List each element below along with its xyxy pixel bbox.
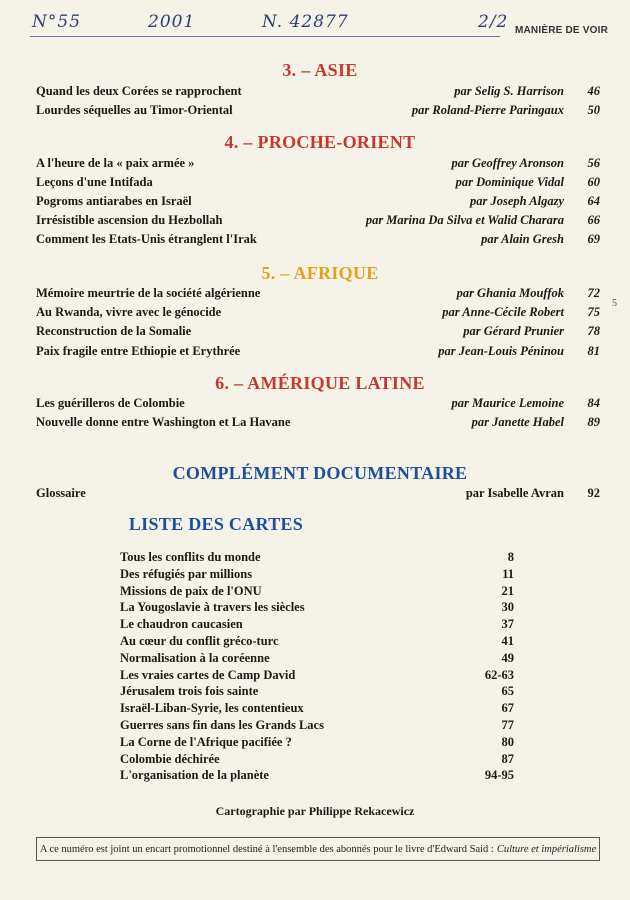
map-page: 11 — [502, 566, 514, 581]
entry-author: par Joseph Algazy — [470, 194, 564, 208]
map-title: Normalisation à la coréenne — [120, 650, 270, 665]
entry-author: par Dominique Vidal — [455, 175, 564, 189]
map-page: 80 — [501, 734, 514, 749]
map-item[interactable] — [120, 718, 514, 735]
map-title: Guerres sans fin dans les Grands Lacs — [120, 717, 324, 732]
entry-title: Mémoire meurtrie de la société algérienne — [36, 286, 261, 300]
map-list — [120, 550, 514, 785]
entry-page: 46 — [587, 84, 600, 98]
entry-author: par Gérard Prunier — [463, 324, 564, 338]
map-title: Des réfugiés par millions — [120, 566, 253, 581]
entry-page: 81 — [587, 344, 600, 358]
entry-author: par Roland-Pierre Paringaux — [411, 103, 564, 117]
toc-entry[interactable] — [36, 324, 600, 343]
entry-title: Irrésistible ascension du Hezbollah — [36, 213, 223, 227]
brand-name: MANIÈRE DE VOIR — [514, 25, 608, 36]
toc-entry[interactable] — [36, 305, 600, 324]
entry-page: 50 — [587, 103, 600, 117]
map-page: 62-63 — [484, 667, 514, 682]
map-title: Colombie déchirée — [120, 751, 220, 766]
map-item[interactable] — [120, 634, 514, 651]
entry-page: 92 — [587, 486, 600, 500]
map-title: Jérusalem trois fois sainte — [120, 684, 259, 699]
map-title: Au cœur du conflit gréco-turc — [120, 633, 279, 648]
entry-title: Leçons d'une Intifada — [36, 175, 153, 189]
toc-entry[interactable] — [36, 396, 600, 415]
map-item[interactable] — [120, 701, 514, 718]
entry-title: Pogroms antiarabes en Israël — [36, 194, 192, 208]
section-title-asie: 3. – ASIE — [282, 60, 358, 80]
promo-note-box — [36, 837, 600, 861]
map-title: Tous les conflits du monde — [120, 550, 261, 564]
entry-author: par Janette Habel — [471, 415, 564, 429]
promo-note-text: A ce numéro est joint un encart promotionnel destiné à l'ensemble des abonnés pour le livre d'Edward Said : — [39, 843, 494, 855]
toc-entry[interactable] — [36, 156, 600, 175]
map-item[interactable] — [120, 684, 514, 701]
entry-title: Reconstruction de la Somalie — [36, 324, 192, 338]
map-title: Les vraies cartes de Camp David — [120, 667, 296, 682]
map-page: 87 — [501, 751, 514, 766]
entry-page: 75 — [587, 305, 600, 319]
map-item[interactable] — [120, 600, 514, 617]
toc-entry[interactable] — [36, 344, 600, 363]
entry-page: 78 — [587, 324, 600, 338]
map-item[interactable] — [120, 617, 514, 634]
entry-title: Quand les deux Corées se rapprochent — [36, 84, 242, 98]
section-title-proche-orient: 4. – PROCHE-ORIENT — [224, 132, 416, 152]
section-title-cartes: LISTE DES CARTES — [128, 514, 304, 534]
map-page: 37 — [501, 617, 514, 632]
map-item[interactable] — [120, 584, 514, 601]
map-page: 94-95 — [484, 768, 514, 783]
entry-page: 89 — [587, 415, 600, 429]
toc-entry[interactable] — [36, 213, 600, 232]
toc-entry[interactable] — [36, 103, 600, 122]
entry-author: par Ghania Mouffok — [456, 286, 564, 300]
entry-author: par Marina Da Silva et Walid Charara — [365, 213, 564, 227]
entry-title: A l'heure de la « paix armée » — [36, 156, 195, 170]
map-item[interactable] — [120, 567, 514, 584]
toc-entry-glossaire[interactable] — [36, 486, 600, 505]
map-title: Israël-Liban-Syrie, les contentieux — [120, 701, 304, 716]
entry-page: 66 — [587, 213, 600, 227]
map-title: Missions de paix de l'ONU — [120, 583, 262, 598]
map-item[interactable] — [120, 735, 514, 752]
map-page: 30 — [501, 600, 514, 615]
map-page: 21 — [501, 583, 514, 598]
toc-entry[interactable] — [36, 232, 600, 251]
map-item[interactable] — [120, 668, 514, 685]
map-title: L'organisation de la planète — [120, 768, 269, 783]
toc-entry[interactable] — [36, 286, 600, 305]
map-page: 49 — [501, 650, 514, 665]
entry-page: 69 — [587, 232, 600, 246]
map-page: 41 — [501, 633, 514, 648]
toc-entry[interactable] — [36, 84, 600, 103]
entry-author: par Isabelle Avran — [465, 486, 564, 500]
entry-title: Au Rwanda, vivre avec le génocide — [36, 305, 222, 319]
toc-entry[interactable] — [36, 175, 600, 194]
map-item[interactable] — [120, 752, 514, 769]
entry-title: Comment les Etats-Unis étranglent l'Irak — [36, 232, 257, 246]
entry-author: par Jean-Louis Péninou — [438, 344, 564, 358]
handwritten-year: 2001 — [148, 12, 196, 32]
handwritten-issue-number: N°55 — [32, 12, 82, 32]
map-page: 77 — [501, 717, 514, 732]
cartography-credit: Cartographie par Philippe Rekacewicz — [215, 804, 415, 818]
entry-title: Glossaire — [36, 486, 86, 500]
map-item[interactable] — [120, 550, 514, 567]
handwritten-page-count: 2/2 — [478, 12, 509, 32]
promo-book-title: Culture et impérialisme — [496, 843, 597, 855]
entry-author: par Anne-Cécile Robert — [442, 305, 564, 319]
entry-page: 84 — [587, 396, 600, 410]
map-page: 8 — [507, 550, 514, 564]
toc-entry[interactable] — [36, 415, 600, 434]
map-title: La Yougoslavie à travers les siècles — [120, 600, 305, 615]
entry-title: Nouvelle donne entre Washington et La Havane — [36, 415, 291, 429]
entry-title: Lourdes séquelles au Timor-Oriental — [36, 103, 233, 117]
entry-page: 72 — [587, 286, 600, 300]
map-title: Le chaudron caucasien — [120, 617, 243, 632]
section-title-afrique: 5. – AFRIQUE — [261, 263, 379, 283]
entry-author: par Selig S. Harrison — [454, 84, 564, 98]
entry-page: 60 — [587, 175, 600, 189]
map-page: 65 — [501, 684, 514, 699]
toc-entry[interactable] — [36, 194, 600, 213]
handwritten-reference: N. 42877 — [262, 12, 349, 32]
entry-author: par Geoffrey Aronson — [451, 156, 564, 170]
entry-page: 64 — [587, 194, 600, 208]
page-folio: 5 — [612, 298, 617, 309]
section-title-amerique-latine: 6. – AMÉRIQUE LATINE — [215, 373, 425, 393]
entry-author: par Maurice Lemoine — [451, 396, 564, 410]
section-title-complement: COMPLÉMENT DOCUMENTAIRE — [172, 463, 468, 483]
map-page: 67 — [501, 701, 514, 716]
header-rule — [30, 36, 500, 37]
map-item[interactable] — [120, 651, 514, 668]
entry-author: par Alain Gresh — [481, 232, 564, 246]
map-title: La Corne de l'Afrique pacifiée ? — [120, 734, 292, 749]
entry-title: Paix fragile entre Ethiopie et Erythrée — [36, 344, 241, 358]
entry-page: 56 — [587, 156, 600, 170]
entry-title: Les guérilleros de Colombie — [36, 396, 185, 410]
map-item[interactable] — [120, 768, 514, 785]
